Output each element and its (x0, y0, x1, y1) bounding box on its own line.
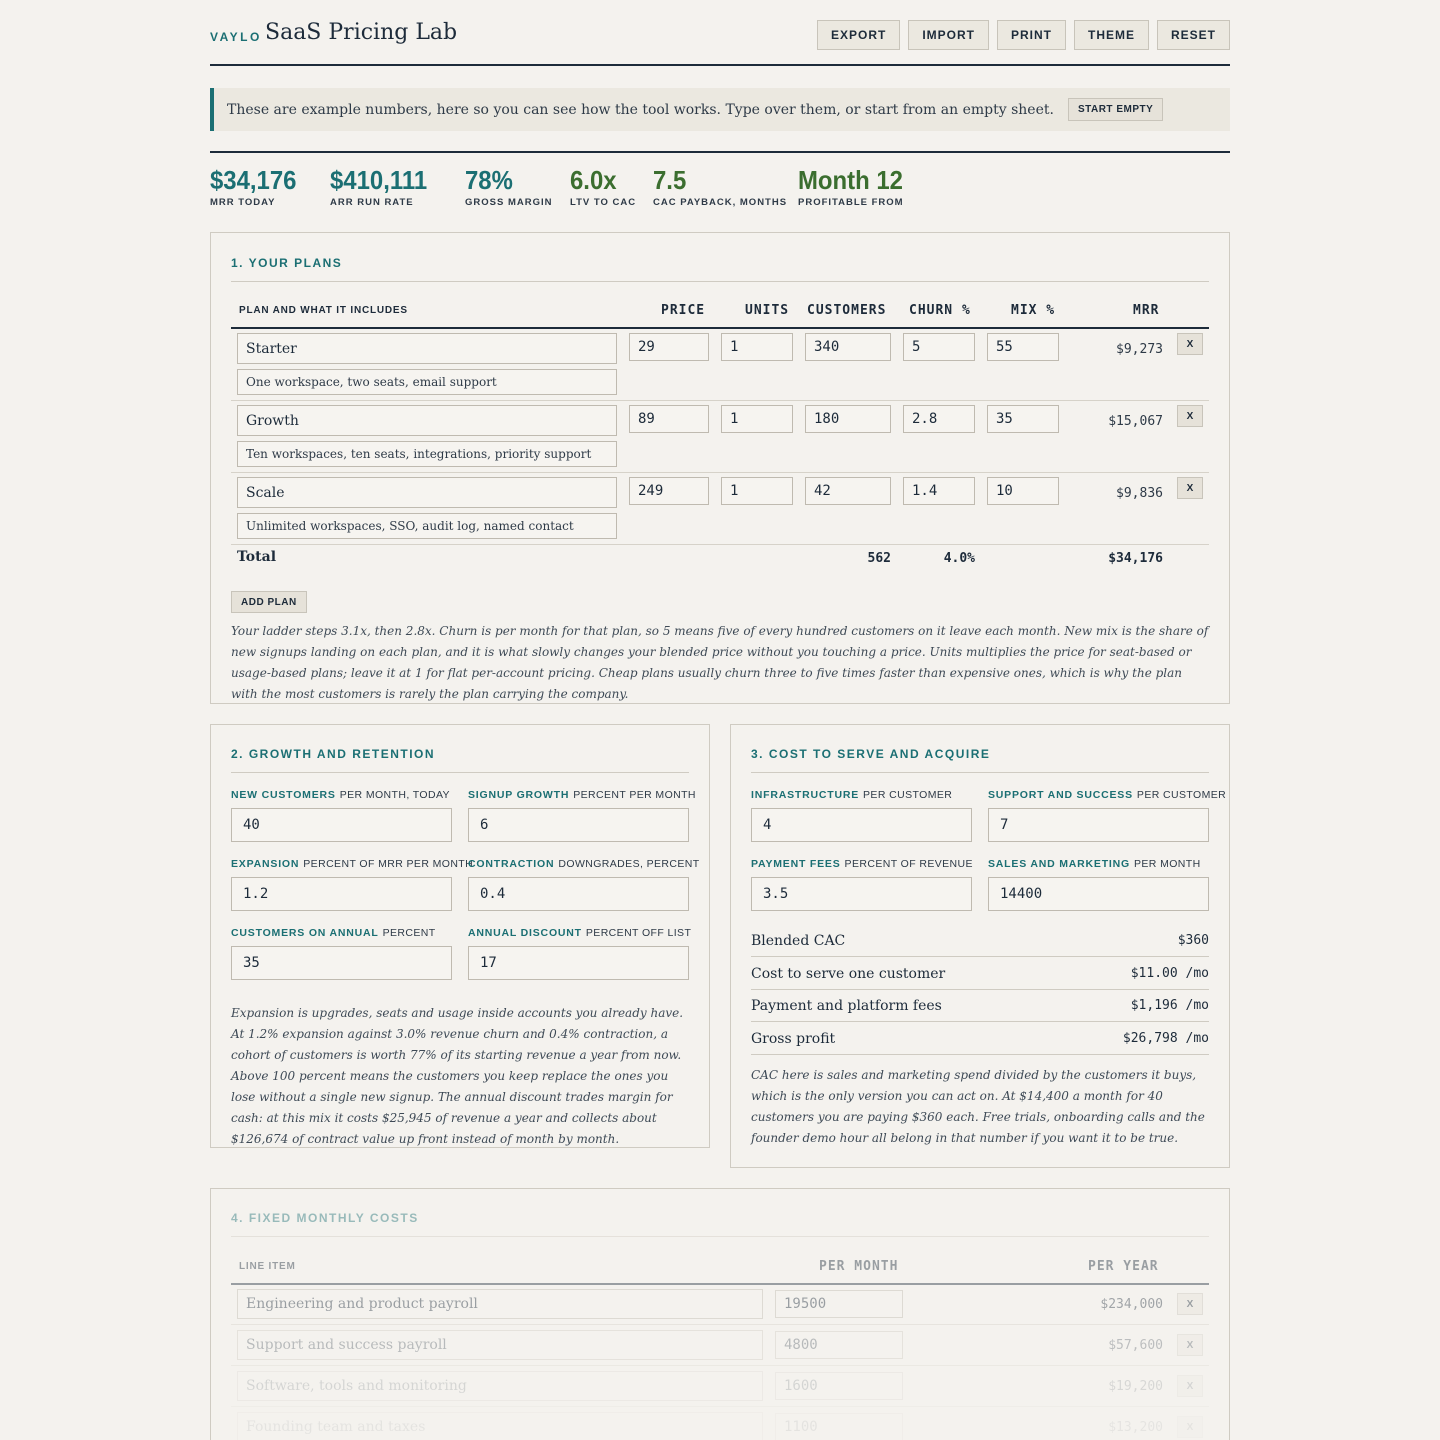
plan-churn-input[interactable]: 2.8 (903, 405, 975, 433)
section-title: 1. YOUR PLANS (231, 256, 343, 270)
row-divider (231, 400, 1209, 401)
remove-line-button[interactable]: X (1177, 1293, 1203, 1315)
field-label-contraction: CONTRACTION DOWNGRADES, PERCENT (468, 858, 700, 870)
per-month-input[interactable]: 4800 (775, 1331, 903, 1359)
kpi-label: PROFITABLE FROM (798, 197, 904, 208)
stat-label: Payment and platform fees (751, 997, 942, 1014)
stat-cost-to-serve (751, 958, 1209, 990)
import-button[interactable]: IMPORT (908, 20, 989, 50)
new-customers-input[interactable]: 40 (231, 808, 452, 842)
plan-price-input[interactable]: 249 (629, 477, 709, 505)
remove-line-button[interactable]: X (1177, 1375, 1203, 1397)
col-header-price: PRICE (661, 303, 706, 318)
kpi-label: LTV TO CAC (570, 197, 637, 208)
per-year-value: $19,200 (1108, 1379, 1163, 1394)
col-header-churn: CHURN % (909, 303, 971, 318)
col-header-per-year: PER YEAR (1088, 1259, 1159, 1274)
plan-units-input[interactable]: 1 (721, 477, 793, 505)
total-customers: 562 (867, 551, 891, 566)
field-label-expansion: EXPANSION PERCENT OF MRR PER MONTH (231, 858, 474, 870)
plan-mix-input[interactable]: 35 (987, 405, 1059, 433)
plan-churn-input[interactable]: 1.4 (903, 477, 975, 505)
total-mrr: $34,176 (1108, 551, 1163, 566)
plans-panel (210, 232, 1230, 704)
plan-name-input[interactable]: Growth (237, 405, 617, 436)
line-item-input[interactable]: Founding team and taxes (237, 1412, 763, 1440)
plan-churn-input[interactable]: 5 (903, 333, 975, 361)
per-month-input[interactable]: 19500 (775, 1290, 903, 1318)
kpi-ltv-cac (570, 165, 636, 208)
per-year-value: $234,000 (1100, 1297, 1163, 1312)
plan-price-input[interactable]: 29 (629, 333, 709, 361)
kpi-strip (210, 151, 1230, 211)
remove-plan-button[interactable]: X (1177, 477, 1203, 499)
field-label-payment-fees: PAYMENT FEES PERCENT OF REVENUE (751, 858, 973, 870)
kpi-label: CAC PAYBACK, MONTHS (653, 197, 788, 208)
row-divider (231, 1365, 1209, 1366)
total-label: Total (237, 549, 277, 565)
plan-mrr-value: $9,836 (1116, 486, 1163, 501)
kpi-value: 7.5 (653, 165, 687, 195)
stat-gross-profit (751, 1023, 1209, 1055)
divider (231, 281, 1209, 282)
stat-value: $11.00 /mo (1130, 966, 1209, 981)
stat-blended-cac (751, 925, 1209, 957)
stat-value: $26,798 /mo (1122, 1031, 1209, 1046)
per-month-input[interactable]: 1100 (775, 1413, 903, 1440)
header-toolbar (817, 20, 1230, 50)
stat-label: Gross profit (751, 1030, 836, 1047)
plan-desc-input[interactable]: Unlimited workspaces, SSO, audit log, named contact (237, 513, 617, 539)
theme-button[interactable]: THEME (1074, 20, 1149, 50)
kpi-value: $410,111 (330, 165, 428, 195)
plan-desc-input[interactable]: Ten workspaces, ten seats, integrations, priority support (237, 441, 617, 467)
field-label-support: SUPPORT AND SUCCESS PER CUSTOMER (988, 789, 1227, 801)
kpi-label: GROSS MARGIN (465, 197, 553, 208)
stat-value: $360 (1177, 933, 1209, 948)
plans-note: Your ladder steps 3.1x, then 2.8x. Churn is per month for that plan, so 5 means five of every hundred customers on it leave each month. New mix is the share of new signups landing on each plan, and it is what slowly changes your blended price without you touching a price. Units multiplies the price for seat-based or usage-based plans; leave it at 1 for flat per-account pricing. Cheap plans usually churn three to five times faster than expensive ones, which is why the plan with the most customers is rarely the plan carrying the company. (231, 624, 1209, 701)
plan-units-input[interactable]: 1 (721, 333, 793, 361)
row-divider (231, 1406, 1209, 1407)
annual-discount-input[interactable]: 17 (468, 946, 689, 980)
line-item-input[interactable]: Software, tools and monitoring (237, 1371, 763, 1401)
stat-value: $1,196 /mo (1130, 998, 1209, 1013)
table-header-rule (231, 1283, 1209, 1285)
section-title: 3. COST TO SERVE AND ACQUIRE (751, 747, 991, 761)
print-button[interactable]: PRINT (997, 20, 1066, 50)
row-divider (231, 472, 1209, 473)
remove-plan-button[interactable]: X (1177, 333, 1203, 355)
sales-marketing-input[interactable]: 14400 (988, 877, 1209, 911)
export-button[interactable]: EXPORT (817, 20, 900, 50)
stat-label: Cost to serve one customer (751, 965, 946, 982)
field-label-sales-marketing: SALES AND MARKETING PER MONTH (988, 858, 1201, 870)
kpi-value: 6.0x (570, 165, 617, 195)
row-divider (231, 1324, 1209, 1325)
kpi-value: Month 12 (798, 165, 903, 195)
start-empty-button[interactable]: START EMPTY (1068, 98, 1163, 121)
field-label-annual-customers: CUSTOMERS ON ANNUAL PERCENT (231, 927, 436, 939)
col-header-per-month: PER MONTH (819, 1259, 899, 1274)
line-item-input[interactable]: Support and success payroll (237, 1330, 763, 1360)
kpi-label: ARR RUN RATE (330, 197, 414, 208)
field-label-annual-discount: ANNUAL DISCOUNT PERCENT OFF LIST (468, 927, 692, 939)
divider (231, 1236, 1209, 1237)
plan-price-input[interactable]: 89 (629, 405, 709, 433)
plan-customers-input[interactable]: 42 (805, 477, 891, 505)
divider (231, 772, 689, 773)
field-label-new-customers: NEW CUSTOMERS PER MONTH, TODAY (231, 789, 450, 801)
section-title: 2. GROWTH AND RETENTION (231, 747, 436, 761)
annual-customers-input[interactable]: 35 (231, 946, 452, 980)
col-header-mrr: MRR (1133, 303, 1160, 318)
plan-desc-input[interactable]: One workspace, two seats, email support (237, 369, 617, 395)
expansion-input[interactable]: 1.2 (231, 877, 452, 911)
remove-line-button[interactable]: X (1177, 1416, 1203, 1438)
app-title: SaaS Pricing Lab (265, 20, 458, 45)
growth-panel (210, 724, 710, 1148)
per-month-input[interactable]: 1600 (775, 1372, 903, 1400)
brand-logo: VAYLO (210, 30, 262, 44)
plan-mix-input[interactable]: 10 (987, 477, 1059, 505)
col-header-units: UNITS (745, 303, 790, 318)
field-label-signup-growth: SIGNUP GROWTH PERCENT PER MONTH (468, 789, 696, 801)
plan-units-input[interactable]: 1 (721, 405, 793, 433)
contraction-input[interactable]: 0.4 (468, 877, 689, 911)
plan-customers-input[interactable]: 180 (805, 405, 891, 433)
total-churn: 4.0% (943, 551, 975, 566)
col-header-plan: PLAN AND WHAT IT INCLUDES (239, 305, 408, 316)
stat-payment-fees (751, 990, 1209, 1022)
kpi-cac-payback (653, 165, 787, 208)
example-banner (210, 88, 1230, 131)
reset-button[interactable]: RESET (1157, 20, 1230, 50)
remove-line-button[interactable]: X (1177, 1334, 1203, 1356)
kpi-gross-margin (465, 165, 552, 208)
col-header-mix: MIX % (1011, 303, 1056, 318)
table-header-rule (231, 327, 1209, 329)
per-year-value: $13,200 (1108, 1420, 1163, 1435)
plan-mrr-value: $15,067 (1108, 414, 1163, 429)
col-header-customers: CUSTOMERS (807, 303, 887, 318)
growth-note: Expansion is upgrades, seats and usage inside accounts you already have. At 1.2% expansion against 3.0% revenue churn and 0.4% contraction, a cohort of customers is worth 77% of its starting revenue a year from now. Above 100 percent means the customers you keep replace the ones you lose without a single new signup. The annual discount trades margin for cash: at this mix it costs $25,945 of revenue a year and collects about $126,674 of contract value up front instead of month by month. (231, 1006, 684, 1146)
plan-name-input[interactable]: Starter (237, 333, 617, 364)
plan-mix-input[interactable]: 55 (987, 333, 1059, 361)
app-header (210, 0, 1230, 66)
stat-label: Blended CAC (751, 932, 846, 949)
kpi-value: 78% (465, 165, 513, 195)
support-input[interactable]: 7 (988, 808, 1209, 842)
kpi-profitable-from (798, 165, 912, 208)
col-header-line-item: LINE ITEM (239, 1261, 296, 1272)
remove-plan-button[interactable]: X (1177, 405, 1203, 427)
field-label-infrastructure: INFRASTRUCTURE PER CUSTOMER (751, 789, 953, 801)
plan-mrr-value: $9,273 (1116, 342, 1163, 357)
per-year-value: $57,600 (1108, 1338, 1163, 1353)
kpi-mrr (210, 165, 304, 208)
payment-fees-input[interactable]: 3.5 (751, 877, 972, 911)
plan-customers-input[interactable]: 340 (805, 333, 891, 361)
costs-note: CAC here is sales and marketing spend divided by the customers it buys, which is the only version you can act on. At $14,400 a month for 40 customers you are paying $360 each. Free trials, onboarding calls and the founder demo hour all belong in that number if you want it to be true. (751, 1068, 1205, 1145)
infrastructure-input[interactable]: 4 (751, 808, 972, 842)
banner-text: These are example numbers, here so you can see how the tool works. Type over them, or start from an empty sheet. (227, 101, 1054, 118)
row-divider (231, 544, 1209, 545)
fixed-costs-panel (210, 1188, 1230, 1440)
signup-growth-input[interactable]: 6 (468, 808, 689, 842)
costs-panel (730, 724, 1230, 1168)
plan-name-input[interactable]: Scale (237, 477, 617, 508)
line-item-input[interactable]: Engineering and product payroll (237, 1289, 763, 1319)
section-title: 4. FIXED MONTHLY COSTS (231, 1211, 419, 1225)
kpi-value: $34,176 (210, 165, 297, 195)
kpi-label: MRR TODAY (210, 197, 276, 208)
add-plan-button[interactable]: ADD PLAN (231, 591, 307, 613)
kpi-arr (330, 165, 436, 208)
divider (751, 772, 1209, 773)
